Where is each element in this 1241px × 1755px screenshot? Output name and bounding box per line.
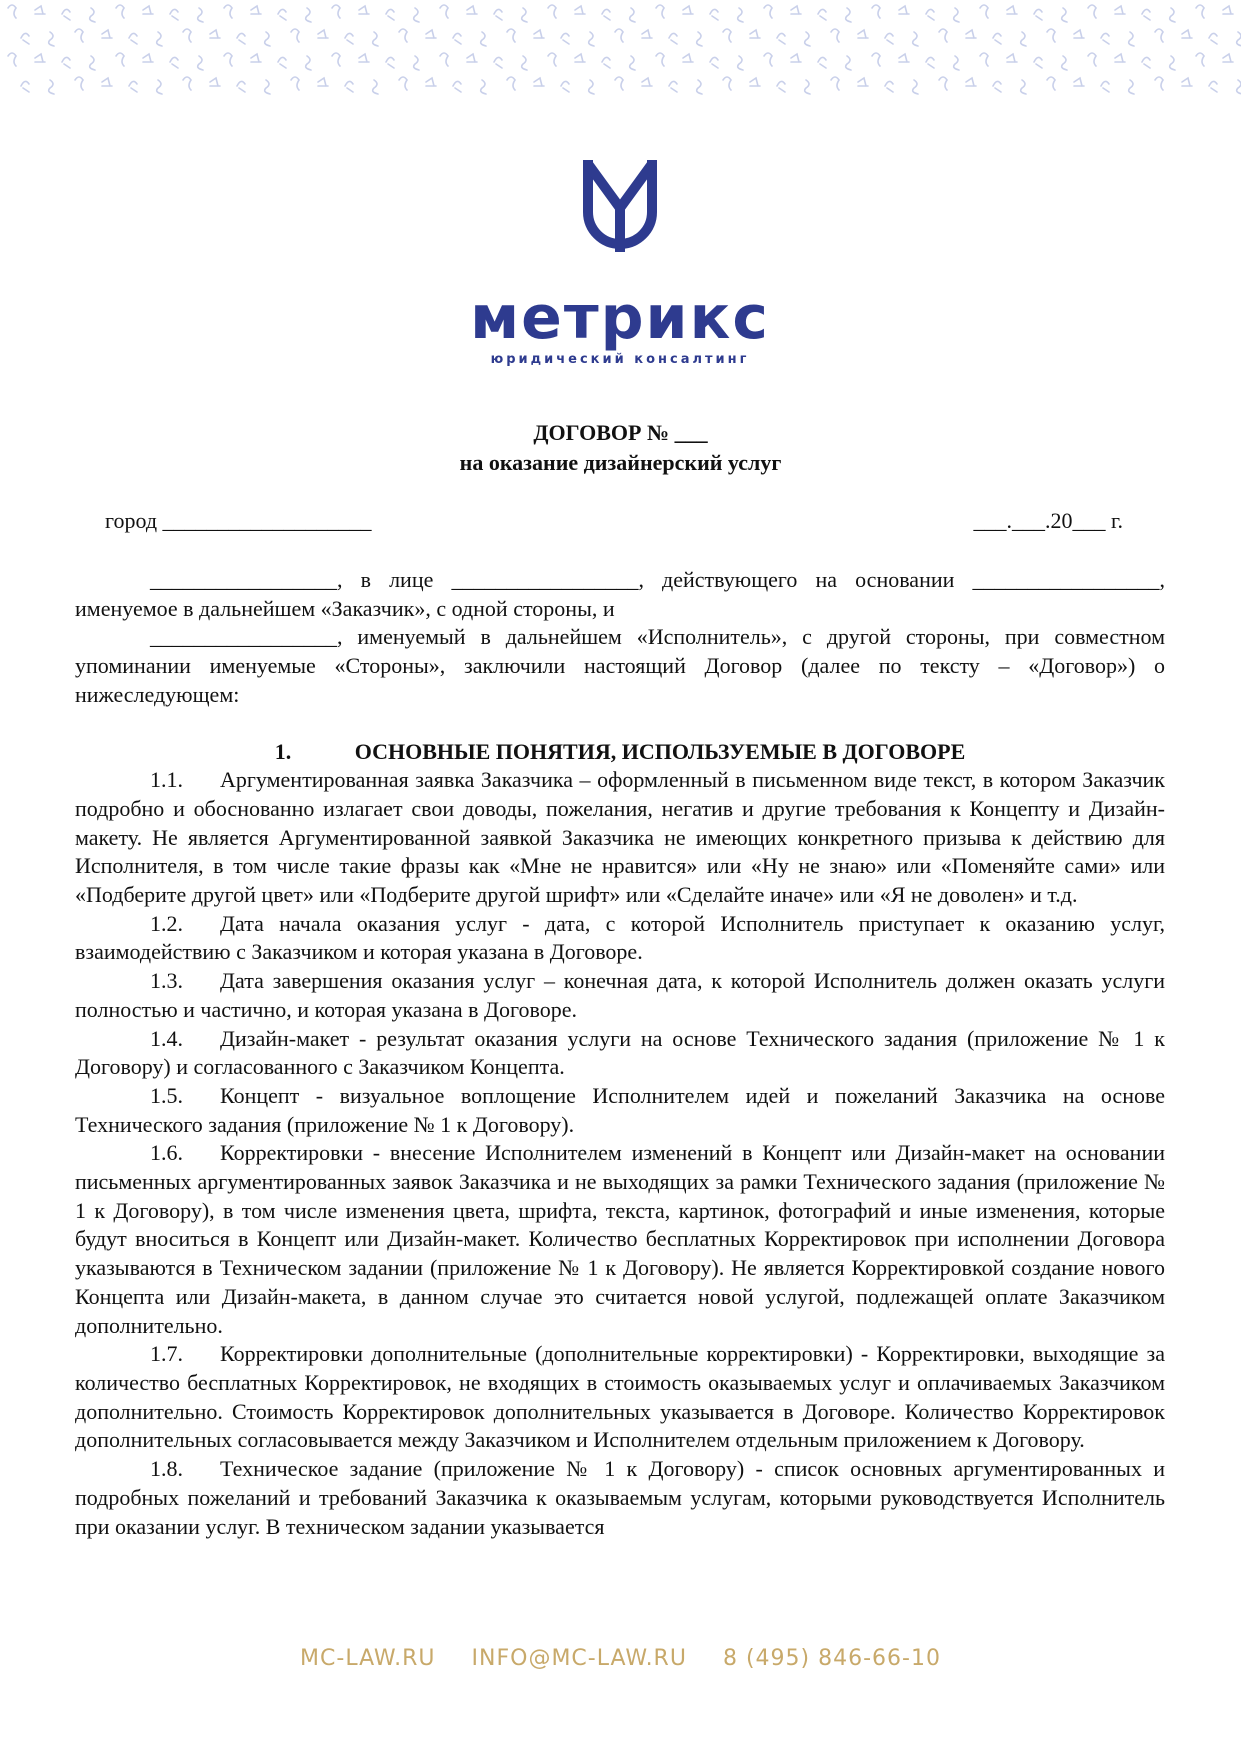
clause-number: 1.1. — [150, 767, 183, 793]
footer-phone[interactable]: 8 (495) 846-66-10 — [722, 1646, 941, 1671]
header-pattern — [0, 0, 1241, 110]
clause-1-8 — [75, 1455, 1165, 1541]
clause-text: Техническое задание (приложение № 1 к Договору) - список основных аргументированных и подробных пожеланий и требований Заказчика к оказываемым услугам, которыми руководствуется Исполнитель при оказании услуг. В техническом задании указывается — [75, 1456, 1165, 1539]
clause-1-4 — [75, 1025, 1165, 1082]
preamble-paragraph: _________________, в лице _________________, действующего на основании _________________, именуемое в дальнейшем «Заказчик», с одной стороны, и — [75, 567, 1165, 621]
clause-1-2 — [75, 910, 1165, 967]
clause-text: Дата завершения оказания услуг – конечная дата, к которой Исполнитель должен оказать услуги полностью и частично, и которая указана в Договоре. — [75, 968, 1165, 1022]
clause-number: 1.6. — [150, 1140, 183, 1166]
company-logo — [470, 160, 770, 390]
city-field: город ___________________ — [105, 508, 372, 533]
preamble-paragraph: _________________, именуемый в дальнейшем «Исполнитель», с другой стороны, при совместном упоминании именуемые «Стороны», заключили настоящий Договор (далее по тексту – «Договор») о нижеследующем: — [75, 624, 1165, 707]
brand-name: метрикс — [470, 283, 770, 353]
clause-text: Дата начала оказания услуг - дата, с которой Исполнитель приступает к оказанию услуг, взаимодействию с Заказчиком и которая указана в Договоре. — [75, 910, 1165, 965]
clause-1-5 — [75, 1082, 1165, 1139]
page-footer — [0, 1646, 1241, 1671]
document-title: ДОГОВОР № ___ — [533, 420, 708, 445]
footer-website-link[interactable]: MC-LAW.RU — [300, 1646, 436, 1671]
clause-1-6 — [75, 1139, 1165, 1340]
clause-number: 1.7. — [150, 1341, 183, 1367]
section-number: 1. — [274, 738, 292, 764]
brand-tagline: юридический консалтинг — [490, 352, 750, 367]
clause-1-7 — [75, 1340, 1165, 1455]
clause-text: Дизайн-макет - результат оказания услуги на основе Технического задания (приложение № 1 к Договору) и согласованного с Заказчиком Концепта. — [75, 1025, 1165, 1080]
clause-number: 1.3. — [150, 968, 183, 994]
clause-text: Аргументированная заявка Заказчика – оформленный в письменном виде текст, в котором Заказчик подробно и обоснованно излагает свои доводы, пожелания, негатив и другие требования к Концепту и Дизайн-макету. Не является Аргументированной заявкой Заказчика не имеющих конкретного призыва к действию для Исполнителя, в том числе такие фразы как «Мне не нравится» или «Ну не знаю» или «Поменяйте сами» или «Подберите другой цвет» или «Подберите другой шрифт» или «Сделайте иначе» или «Я не доволен» и т.д. — [75, 767, 1165, 908]
clause-1-1 — [75, 766, 1165, 910]
document-subtitle: на оказание дизайнерский услуг — [459, 450, 782, 475]
logo-mark-icon — [580, 160, 660, 264]
clause-text: Корректировки дополнительные (дополнительные корректировки) - Корректировки, выходящие за количество бесплатных Корректировок, не входящих в стоимость оказываемых услуг и оплачиваемых Заказчиком дополнительно. Стоимость Корректировок дополнительных указывается в Договоре. Количество Корректировок дополнительных согласовывается между Заказчиком и Исполнителем отдельным приложением к Договору. — [75, 1341, 1165, 1453]
clause-number: 1.5. — [150, 1082, 183, 1108]
clause-1-3 — [75, 967, 1165, 1024]
clause-text: Корректировки - внесение Исполнителем изменений в Концепт или Дизайн-макет на основании письменных аргументированных заявок Заказчика и не выходящих за рамки Технического задания (приложение № 1 к Договору), в том числе изменения цвета, шрифта, текста, картинок, фотографий и иные изменения, которые будут вноситься в Концепт или Дизайн-макет. Количество бесплатных Корректировок при исполнении Договора указываются в Техническом задании (приложение № 1 к Договору). Не является Корректировкой создание нового Концепта или Дизайн-макета, в данном случае это считается новой услугой, подлежащей оплате Заказчиком дополнительно. — [75, 1140, 1165, 1338]
clause-text: Концепт - визуальное воплощение Исполнителем идей и пожеланий Заказчика на основе Технического задания (приложение № 1 к Договору). — [75, 1082, 1165, 1137]
clause-number: 1.8. — [150, 1456, 183, 1482]
clause-number: 1.2. — [150, 910, 183, 936]
document-body — [75, 566, 1165, 1541]
section-heading — [75, 738, 1165, 767]
date-field: ___.___.20___ г. — [973, 508, 1123, 533]
footer-email-link[interactable]: INFO@MC-LAW.RU — [471, 1646, 687, 1671]
city-date-row — [105, 508, 1123, 538]
section-title: ОСНОВНЫЕ ПОНЯТИЯ, ИСПОЛЬЗУЕМЫЕ В ДОГОВОРЕ — [354, 738, 966, 764]
clause-number: 1.4. — [150, 1025, 183, 1051]
